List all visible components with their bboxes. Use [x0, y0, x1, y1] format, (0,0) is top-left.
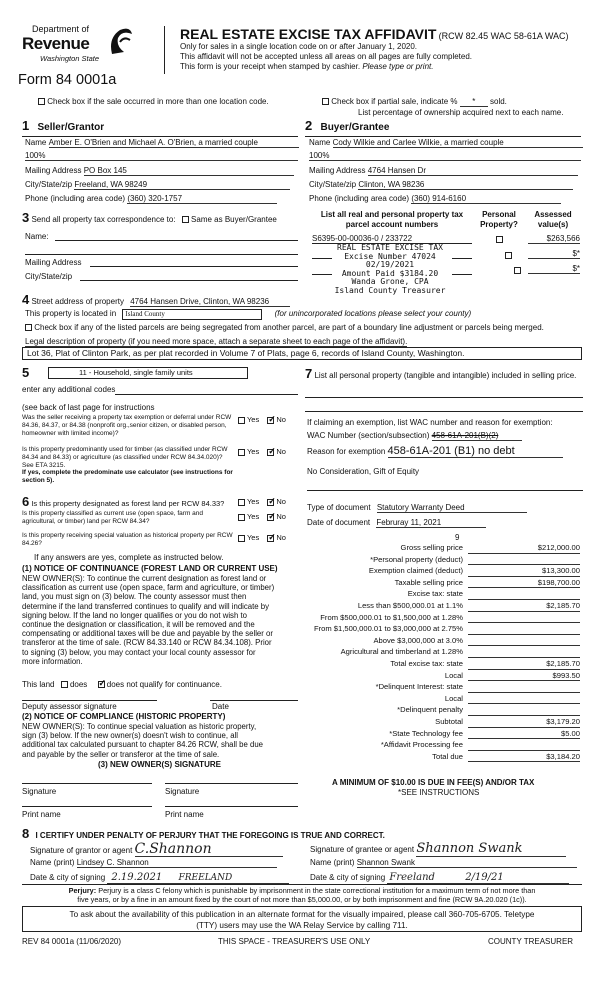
grantee-sig-label: Signature of grantee or agent [310, 845, 415, 854]
alt-line1: To ask about the availability of this publication in an alternate format for the visually impaired, please call 360-705-6705. Teletype [69, 910, 535, 919]
calc-row [300, 682, 580, 694]
does-label: does [69, 680, 88, 689]
perjury-note [22, 886, 582, 904]
calc-value[interactable] [468, 624, 580, 635]
s6-q3-no: No [276, 533, 286, 542]
deputy-label: Deputy assessor signature [22, 702, 117, 711]
s6-q1: Is this property designated as forest land per RCW 84.33? [31, 499, 225, 508]
calc-row [300, 694, 580, 706]
page-mark: 9 [455, 533, 460, 542]
revenue-logo-icon [106, 24, 134, 58]
seller-percent[interactable]: 100% [25, 151, 298, 161]
stamp-line4: Amount Paid $3184.20 [341, 268, 439, 278]
buyer-name-label: Name [309, 138, 331, 147]
header-line2: This affidavit will not be accepted unless all areas on all pages are fully completed. [180, 52, 473, 61]
s5-q2-no-checkbox[interactable] [267, 449, 274, 456]
calc-value[interactable]: $3,184.20 [468, 752, 580, 763]
calc-value[interactable] [468, 636, 580, 647]
grantor-city: FREELAND [178, 873, 233, 883]
grantor-date-city[interactable] [107, 872, 289, 884]
calc-value[interactable] [468, 694, 580, 705]
assessed-1[interactable]: $263,566 [528, 234, 580, 244]
grantor-sig-label: Signature of grantor or agent [30, 846, 133, 855]
seller-city[interactable]: Freeland, WA 98249 [74, 180, 290, 190]
grantee-signature[interactable]: Shannon Swank [416, 843, 566, 857]
s5-q2 [22, 446, 234, 485]
calc-row [300, 589, 580, 601]
s6-q3: Is this property receiving special valuation as historical property per RCW 84.26? [22, 532, 233, 547]
doc-type[interactable]: Statutory Warranty Deed [377, 503, 527, 513]
calc-row [300, 752, 580, 764]
located-note: (for unincorporated locations please select your county) [274, 309, 472, 318]
seller-name[interactable]: Amber E. O'Brien and Michael A. O'Brien, a married couple [49, 138, 299, 148]
buyer-phone[interactable]: (360) 914-6160 [411, 194, 561, 204]
notice2-title: (2) NOTICE OF COMPLIANCE (HISTORIC PROPERTY) [22, 712, 226, 721]
notice1-line: NEW OWNER(S): To continue the current designation as forest land or [22, 574, 267, 583]
seller-mailing-label: Mailing Address [25, 166, 82, 175]
sec3-label: Send all property tax correspondence to: [31, 215, 176, 224]
parcel-header-text: List all real and personal property tax parcel account numbers [320, 210, 464, 229]
calc-label: *Personal property (deduct) [370, 554, 463, 564]
calc-row [300, 729, 580, 741]
additional-codes-label: enter any additional codes [22, 385, 116, 394]
sec8-num: 8 [22, 826, 30, 841]
calc-label: Local [444, 693, 463, 703]
notice2-line: additional tax calculated pursuant to chapter 84.26 RCW, shall be due [22, 740, 263, 750]
s6-q2-yes-checkbox[interactable] [238, 514, 245, 521]
seller-phone-label: Phone (including area code) [25, 194, 126, 203]
personal-header: Personal Property? [480, 210, 518, 229]
grantee-name[interactable]: Shannon Swank [357, 858, 577, 868]
reason-extra[interactable]: No Consideration, Gift of Equity [307, 467, 420, 476]
does-checkbox[interactable] [61, 681, 68, 688]
calc-value[interactable]: $5.00 [468, 729, 580, 740]
reason-label: Reason for exemption [307, 447, 386, 456]
notice1-title: (1) NOTICE OF CONTINUANCE (FOREST LAND OR CURRENT USE) [22, 564, 278, 573]
calc-value[interactable]: $198,700.00 [468, 578, 580, 589]
header-line3: This form is your receipt when stamped by cashier. [180, 62, 361, 71]
dept-line3: Washington State [40, 54, 100, 63]
owner-print-2-label: Print name [165, 810, 204, 819]
s6-q2-no: No [276, 512, 286, 521]
calc-row [300, 613, 580, 625]
buyer-heading: Buyer/Grantee [320, 122, 390, 133]
grantee-date-label: Date & city of signing [310, 873, 386, 882]
partial-sale-sold: sold. [490, 97, 507, 106]
parcel-1[interactable]: S6395-00-00036-0 / 233722 [312, 234, 413, 243]
partial-sale-percent[interactable]: * [460, 97, 488, 107]
dept-line1: Department of [32, 24, 90, 34]
form-title: REAL ESTATE EXCISE TAX AFFIDAVIT [180, 26, 437, 42]
sec4-label: Street address of property [31, 297, 124, 306]
s6-q3-yes-checkbox[interactable] [238, 535, 245, 542]
same-as-buyer-label: Same as Buyer/Grantee [191, 215, 277, 224]
buyer-mailing-label: Mailing Address [309, 166, 366, 175]
grantee-name-label: Name (print) [310, 858, 355, 867]
s5-q1-yes: Yes [246, 415, 260, 424]
calc-value[interactable] [468, 705, 580, 716]
s6-q1-yes-checkbox[interactable] [238, 499, 245, 506]
notice1-line: signing below. If the land no longer qualifies or you do not wish to [22, 610, 247, 620]
calc-label: Gross selling price [400, 543, 463, 552]
assessed-2[interactable]: $* [528, 249, 580, 259]
s5-q1-no: No [276, 415, 286, 424]
s6-q1-no-checkbox[interactable] [267, 499, 274, 506]
seller-num: 1 [22, 118, 30, 133]
calc-label: Exemption claimed (deduct) [368, 566, 463, 576]
calc-row [300, 647, 580, 659]
sec4-num: 4 [22, 292, 30, 307]
wac-number[interactable]: 458-61A-201(B)(2) [432, 431, 522, 441]
does-not-label: does not qualify for continuance. [106, 680, 222, 689]
minimum-note: A MINIMUM OF $10.00 IS DUE IN FEE(S) AND/OR TAX [332, 778, 535, 787]
doc-type-label: Type of document [307, 503, 371, 512]
notice1-line: classification as current use (open space, farm and agriculture, or timber) [22, 583, 275, 593]
county-treasurer: COUNTY TREASURER [488, 937, 574, 946]
deputy-date-label: Date [212, 702, 229, 711]
see-back: (see back of last page for instructions [22, 403, 155, 412]
notice1-body [22, 574, 274, 666]
notice1-line: to signing (3) below, you may contact your local county assessor for [22, 647, 256, 657]
notice1-line: compensating or additional taxes will be due and payable by the seller or [22, 629, 273, 639]
calc-value[interactable]: $2,185.70 [468, 659, 580, 670]
personal-2-checkbox[interactable] [505, 252, 512, 259]
notice1-line: continue the designation or classification, it will be removed and the [22, 620, 255, 630]
dept-line2: Revenue [22, 34, 90, 53]
parcel-header [312, 210, 472, 230]
form-number: Form 84 0001a [18, 72, 117, 88]
notice2-line: NEW OWNER(S): To continue special valuation as historic property, [22, 722, 257, 731]
calc-row [300, 740, 580, 752]
partial-sale-label: Check box if partial sale, indicate % [331, 97, 458, 106]
stamp-line3: 02/19/2021 [365, 260, 415, 270]
seller-mailing[interactable]: PO Box 145 [84, 166, 294, 176]
stamp-line2: Excise Number 47024 [344, 251, 436, 261]
property-address[interactable]: 4764 Hansen Drive, Clinton, WA 98236 [130, 297, 290, 307]
grantee-city: Freeland [389, 872, 435, 883]
certify-label: I CERTIFY UNDER PENALTY OF PERJURY THAT THE FOREGOING IS TRUE AND CORRECT. [35, 831, 385, 840]
see-instructions: *SEE INSTRUCTIONS [398, 788, 480, 797]
calc-value[interactable] [468, 682, 580, 693]
calc-label: Taxable selling price [394, 577, 463, 587]
calc-label: Local [444, 670, 463, 680]
rev-number: REV 84 0001a (11/06/2020) [22, 937, 122, 946]
calc-label: Total excise tax: state [390, 659, 463, 668]
s5-q1-yes-checkbox[interactable] [238, 417, 245, 424]
calc-row [300, 624, 580, 636]
s5-q2-yes: Yes [246, 447, 260, 456]
calc-value[interactable] [468, 740, 580, 751]
this-land: This land [22, 680, 55, 689]
owner-sig-1-label: Signature [22, 787, 57, 796]
notice1-line: transferor at the time of sale. (RCW 84.33.140 or RCW 84.34.108). Prior [22, 638, 272, 648]
form-title-ref: (RCW 82.45 WAC 58-61A WAC) [438, 31, 569, 41]
calc-value[interactable]: $993.50 [468, 671, 580, 682]
sec7-num: 7 [305, 366, 313, 381]
alt-format-box [22, 906, 582, 932]
sec3-mailing-label: Mailing Address [25, 258, 82, 267]
calc-value[interactable] [468, 555, 580, 566]
doc-date-label: Date of document [307, 518, 371, 527]
legal-description[interactable]: Lot 36, Plat of Clinton Park, as per plat recorded in Volume 7 of Plats, page 6, records of Island County, Washington. [22, 347, 582, 360]
grantor-name-label: Name (print) [30, 858, 75, 867]
calc-label: Excise tax: state [407, 589, 463, 599]
s5-q2-text: Is this property predominantly used for timber (as classified under RCW 84.34 and 84.33) or agriculture (as classified under RCW 84.34.020)? See ETA 3215. [22, 446, 228, 469]
sec5-num: 5 [22, 365, 30, 380]
s6-q2: Is this property classified as current use (open space, farm and agricultural, or timber) land per RCW 84.34? [22, 510, 204, 525]
sec3-num: 3 [22, 210, 30, 225]
assessed-3[interactable]: $* [528, 264, 580, 274]
calc-row [300, 705, 580, 717]
s6-q2-no-checkbox[interactable] [267, 514, 274, 521]
exemption-label: If claiming an exemption, list WAC number and reason for exemption: [307, 418, 553, 427]
sec3-city-label: City/State/zip [25, 272, 73, 281]
same-as-buyer-checkbox[interactable] [182, 216, 189, 223]
notice3-title: (3) NEW OWNER(S) SIGNATURE [98, 760, 221, 769]
s6-q2-yes: Yes [246, 512, 260, 521]
calc-value[interactable] [468, 647, 580, 658]
calc-label: *Affidavit Processing fee [380, 740, 463, 750]
calc-row [300, 717, 580, 729]
calc-label: From $500,000.01 to $1,500,000 at 1.28% [320, 612, 463, 622]
does-not-checkbox[interactable] [98, 681, 105, 688]
seller-phone[interactable]: (360) 320-1757 [127, 194, 277, 204]
treasurer-only: THIS SPACE - TREASURER'S USE ONLY [218, 937, 371, 946]
owner-sig-2-label: Signature [165, 787, 200, 796]
calc-label: Less than $500,000.01 at 1.1% [357, 601, 463, 610]
segregate-checkbox[interactable] [25, 324, 32, 331]
calc-label: Total due [432, 751, 463, 761]
stamp-line5: Wanda Grone, CPA [351, 277, 429, 287]
buyer-num: 2 [305, 118, 313, 133]
buyer-phone-label: Phone (including area code) [309, 194, 410, 203]
s5-q1 [22, 414, 234, 437]
calc-label: Above $3,000,000 at 3.0% [373, 635, 463, 645]
calc-label: *Delinquent penalty [397, 705, 463, 715]
stamp-line6: Island County Treasurer [334, 285, 446, 295]
s6-q3-yes: Yes [246, 533, 260, 542]
sec6-num: 6 [22, 494, 30, 509]
buyer-city[interactable]: Clinton, WA 98236 [358, 180, 573, 190]
use-code-select[interactable]: 11 - Household, single family units [48, 367, 248, 379]
calc-value[interactable] [468, 589, 580, 600]
calc-row [300, 555, 580, 567]
header-line1: Only for sales in a single location code on or after January 1, 2020. [180, 42, 418, 51]
calc-label: Agricultural and timberland at 1.28% [340, 647, 463, 657]
buyer-percent[interactable]: 100% [309, 151, 581, 161]
s5-q1-no-checkbox[interactable] [267, 417, 274, 424]
seller-heading: Seller/Grantor [37, 122, 105, 133]
calc-row [300, 543, 580, 555]
dept-logo [22, 24, 99, 63]
notice1-line: determine if the land transferred continues to qualify and will indicate by [22, 601, 270, 611]
notice1-line: land, you must sign on (3) below. The county assessor must then [22, 592, 247, 602]
calc-row [300, 659, 580, 671]
calc-value[interactable]: $13,300.00 [468, 566, 580, 577]
perjury-line1: Perjury is a class C felony which is punishable by imprisonment in the state correctional institution for a maximum term of not more than [98, 886, 536, 895]
wac-label: WAC Number (section/subsection) [307, 431, 430, 440]
buyer-name[interactable]: Cody Wilkie and Carlee Wilkie, a married couple [333, 138, 583, 148]
calc-value[interactable]: $3,179.20 [468, 717, 580, 728]
located-select[interactable]: Island County [122, 309, 262, 320]
grantee-date-city[interactable] [387, 872, 569, 884]
calc-row [300, 636, 580, 648]
s5-q2-yes-checkbox[interactable] [238, 449, 245, 456]
calc-value[interactable]: $2,185.70 [468, 601, 580, 612]
excise-stamp [330, 244, 450, 296]
located-label: This property is located in [25, 309, 117, 318]
notice2-line: sign (3) below. If the new owner(s) doesn't wish to continue, all [22, 731, 239, 741]
notice2-body [22, 722, 263, 759]
calc-label: *Delinquent Interest: state [375, 682, 463, 692]
grantor-name[interactable]: Lindsey C. Shannon [77, 858, 277, 868]
alt-line2: (TTY) users may use the WA Relay Service by calling 711. [196, 921, 408, 930]
calc-label: *State Technology fee [389, 728, 463, 738]
calc-value[interactable] [468, 613, 580, 624]
multi-location-checkbox[interactable] [38, 98, 45, 105]
s6-q3-no-checkbox[interactable] [267, 535, 274, 542]
personal-1-checkbox[interactable] [496, 236, 503, 243]
personal-3-checkbox[interactable] [514, 267, 521, 274]
calc-row [300, 566, 580, 578]
doc-date[interactable]: Februray 11, 2021 [376, 518, 486, 528]
grantor-date: 2.19.2021 [111, 872, 163, 883]
segregate-label: Check box if any of the listed parcels are being segregated from another parcel, are part of a boundary line adjustment or parcels being merged. [34, 323, 544, 332]
sec7-label: List all personal property (tangible and intangible) included in selling price. [314, 371, 577, 380]
stamp-line1: REAL ESTATE EXCISE TAX [337, 243, 443, 252]
seller-city-label: City/State/zip [25, 180, 73, 189]
assessed-header: Assessed value(s) [534, 210, 572, 229]
buyer-city-label: City/State/zip [309, 180, 357, 189]
owner-print-1-label: Print name [22, 810, 61, 819]
header-line3-italic: Please type or print. [362, 62, 434, 71]
calc-label: From $1,500,000.01 to $3,000,000 at 2.75% [313, 624, 463, 634]
s6-if-yes: If any answers are yes, complete as instructed below. [34, 553, 224, 562]
reason-value[interactable]: 458-61A-201 (B1) no debt [388, 445, 563, 458]
legal-label: Legal description of property (if you need more space, attach a separate sheet to each page of the affidavit). [25, 337, 408, 346]
calc-row [300, 578, 580, 590]
calc-row [300, 671, 580, 683]
perjury-line2: five years, or by a fine in an amount fixed by the court of not more than $5,000.00, or by both imprisonment and fine (RCW 9A.20.020 (1c)). [77, 895, 527, 904]
grantor-date-label: Date & city of signing [30, 873, 106, 882]
perjury-bold: Perjury: [68, 886, 97, 895]
ownership-note: List percentage of ownership acquired next to each name. [358, 108, 564, 117]
partial-sale-checkbox[interactable] [322, 98, 329, 105]
notice2-line: and payable by the seller or transferor at the time of sale. [22, 749, 220, 759]
s6-q1-no: No [276, 497, 286, 506]
buyer-mailing[interactable]: 4764 Hansen Dr [368, 166, 578, 176]
s5-q2-note: If yes, complete the predominate use calculator (see instructions for section 5). [22, 469, 233, 485]
s6-q1-yes: Yes [246, 497, 260, 506]
s5-q1-text: Was the seller receiving a property tax exemption or deferral under RCW 84.36, 84.37, or 84.38 (nonprofit org.,senior citizen, or disabled person, homeowner with limited income)? [22, 414, 232, 437]
calc-label: Subtotal [435, 717, 463, 726]
grantee-date: 2/19/21 [465, 872, 504, 883]
calc-row [300, 601, 580, 613]
s5-q2-no: No [276, 447, 286, 456]
calc-value[interactable]: $212,000.00 [468, 543, 580, 554]
multi-location-label: Check box if the sale occurred in more than one location code. [47, 97, 269, 106]
notice1-line: more information. [22, 656, 83, 666]
seller-name-label: Name [25, 138, 47, 147]
grantor-signature[interactable]: C.Shannon [135, 843, 283, 857]
sec3-name-label: Name: [25, 232, 49, 241]
